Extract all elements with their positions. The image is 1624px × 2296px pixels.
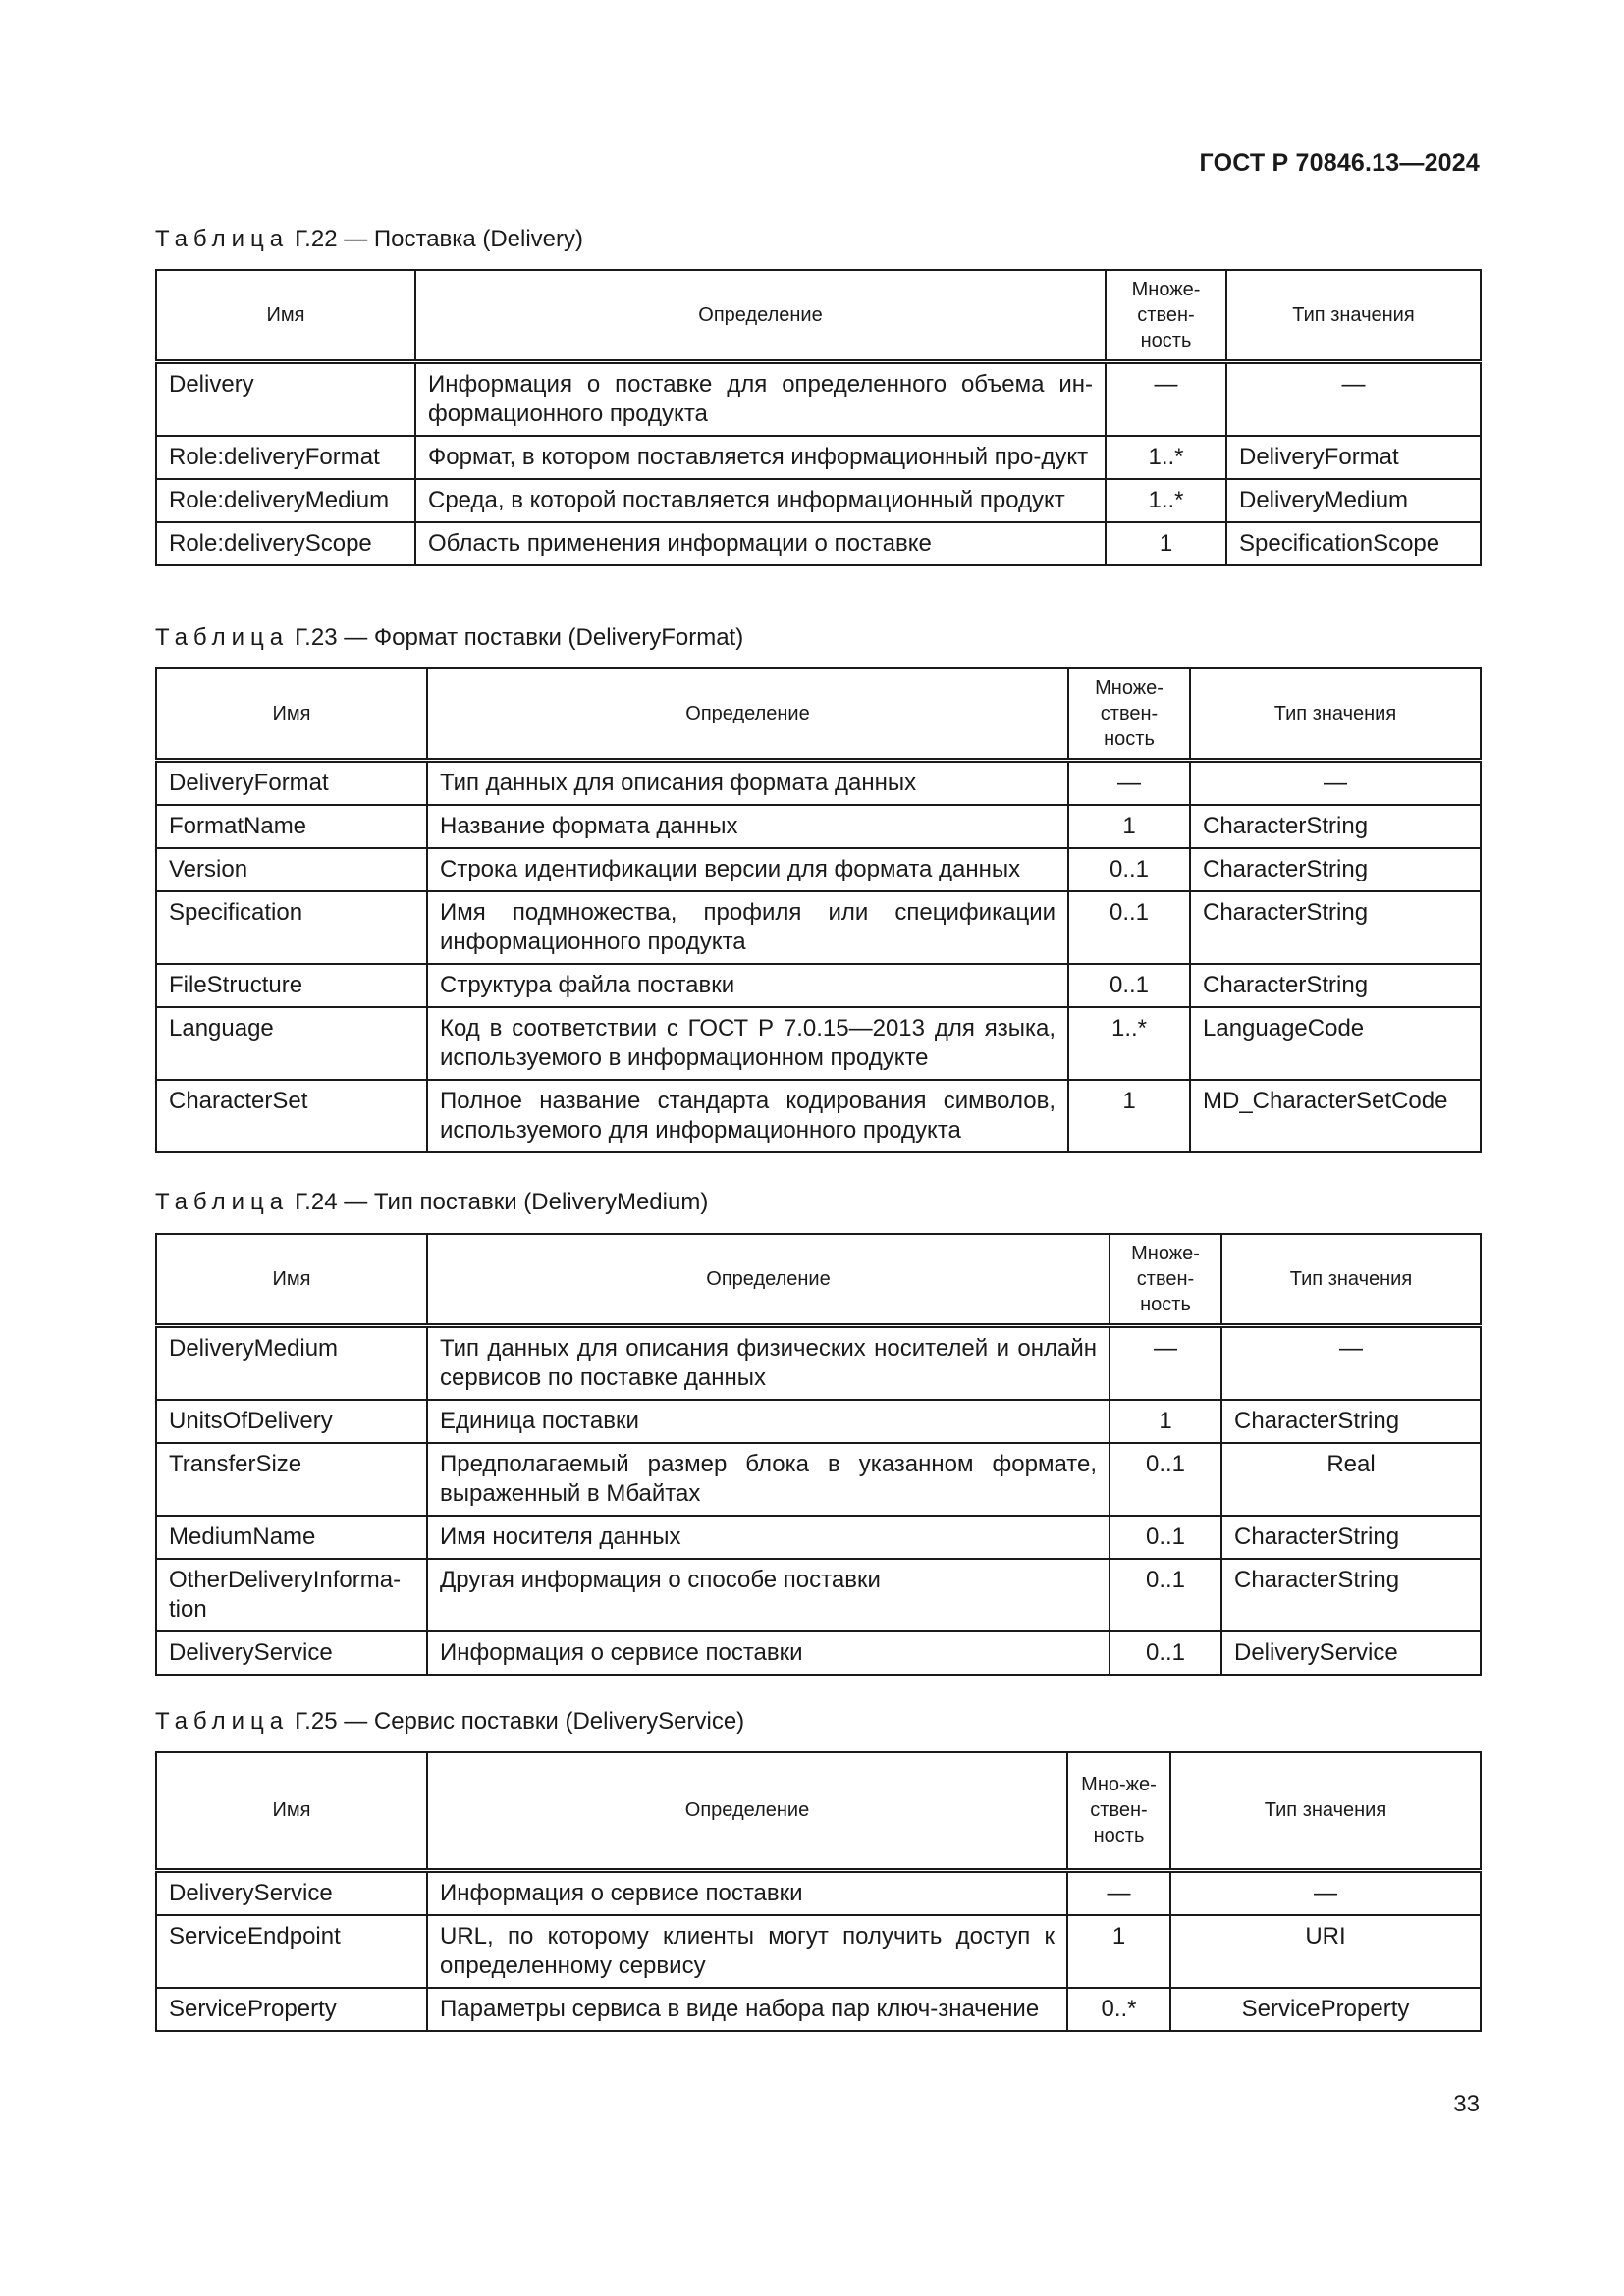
page-number: 33: [1453, 2091, 1480, 2117]
cell-multiplicity: —: [1106, 362, 1226, 437]
table-row: [156, 761, 1481, 806]
cell-type: SpecificationScope: [1226, 522, 1481, 565]
cell-definition: Тип данных для описания физических носителей и онлайн сервисов по поставке данных: [427, 1326, 1110, 1401]
table-caption-g23: [155, 624, 743, 652]
cell-name: FormatName: [156, 805, 427, 848]
table-g24-delivery-medium: [155, 1233, 1482, 1676]
table-row: [156, 1559, 1481, 1631]
table-caption-title: Г.23 — Формат поставки (DeliveryFormat): [295, 624, 744, 651]
cell-type: —: [1190, 761, 1481, 806]
cell-type: Real: [1221, 1443, 1481, 1516]
table-row: [156, 1080, 1481, 1152]
table-row: [156, 848, 1481, 891]
cell-type: CharacterString: [1190, 805, 1481, 848]
cell-multiplicity: —: [1110, 1326, 1221, 1401]
column-header-type: Тип значения: [1170, 1752, 1481, 1870]
cell-type: URI: [1170, 1915, 1481, 1988]
table-caption-title: Г.24 — Тип поставки (DeliveryMedium): [295, 1189, 709, 1215]
cell-definition: Название формата данных: [427, 805, 1068, 848]
table-caption-prefix: Таблица: [155, 624, 290, 651]
cell-multiplicity: —: [1068, 761, 1190, 806]
table-caption-prefix: Таблица: [155, 1189, 290, 1215]
cell-multiplicity: 1: [1068, 805, 1190, 848]
table-row: [156, 522, 1481, 565]
table-row: [156, 805, 1481, 848]
cell-multiplicity: 1: [1110, 1400, 1221, 1443]
table-row: [156, 1007, 1481, 1080]
cell-multiplicity: 0..1: [1068, 891, 1190, 964]
table-g22-delivery: [155, 269, 1482, 566]
cell-name: CharacterSet: [156, 1080, 427, 1152]
cell-definition: Предполагаемый размер блока в указанном формате, выраженный в Мбайтах: [427, 1443, 1110, 1516]
cell-name: DeliveryService: [156, 1870, 427, 1915]
cell-name: Version: [156, 848, 427, 891]
table-row: [156, 964, 1481, 1007]
cell-name: TransferSize: [156, 1443, 427, 1516]
cell-name: ServiceProperty: [156, 1988, 427, 2031]
column-header-type: Тип значения: [1226, 270, 1481, 362]
cell-type: CharacterString: [1221, 1400, 1481, 1443]
table-caption-prefix: Таблица: [155, 226, 290, 252]
column-header-name: Имя: [156, 1752, 427, 1870]
cell-type: DeliveryService: [1221, 1631, 1481, 1675]
cell-name: Role:deliveryFormat: [156, 436, 415, 479]
cell-definition: Информация о поставке для определенного объема ин-формационного продукта: [415, 362, 1106, 437]
table-row: [156, 1400, 1481, 1443]
cell-name: DeliveryService: [156, 1631, 427, 1675]
cell-type: CharacterString: [1190, 964, 1481, 1007]
cell-type: CharacterString: [1190, 848, 1481, 891]
cell-multiplicity: 1: [1068, 1080, 1190, 1152]
cell-multiplicity: 0..1: [1110, 1631, 1221, 1675]
cell-definition: Параметры сервиса в виде набора пар ключ-значение: [427, 1988, 1067, 2031]
table-row: [156, 1631, 1481, 1675]
column-header-type: Тип значения: [1190, 668, 1481, 761]
cell-name: FileStructure: [156, 964, 427, 1007]
table-row: [156, 1915, 1481, 1988]
cell-definition: Единица поставки: [427, 1400, 1110, 1443]
cell-type: CharacterString: [1190, 891, 1481, 964]
cell-type: CharacterString: [1221, 1559, 1481, 1631]
cell-type: —: [1221, 1326, 1481, 1401]
cell-definition: Среда, в которой поставляется информационный продукт: [415, 479, 1106, 522]
cell-type: —: [1170, 1870, 1481, 1915]
cell-multiplicity: —: [1067, 1870, 1170, 1915]
cell-definition: URL, по которому клиенты могут получить доступ к определенному сервису: [427, 1915, 1067, 1988]
cell-name: DeliveryMedium: [156, 1326, 427, 1401]
column-header-definition: Определение: [427, 668, 1068, 761]
table-caption-g24: [155, 1189, 708, 1216]
cell-name: UnitsOfDelivery: [156, 1400, 427, 1443]
cell-multiplicity: 0..1: [1110, 1516, 1221, 1559]
table-row: [156, 479, 1481, 522]
column-header-type: Тип значения: [1221, 1234, 1481, 1326]
cell-type: —: [1226, 362, 1481, 437]
table-row: [156, 1870, 1481, 1915]
table-g23-delivery-format: [155, 667, 1482, 1153]
cell-type: DeliveryFormat: [1226, 436, 1481, 479]
table-row: [156, 891, 1481, 964]
table-row: [156, 362, 1481, 437]
cell-multiplicity: 0..1: [1068, 848, 1190, 891]
cell-name: Language: [156, 1007, 427, 1080]
table-row: [156, 1516, 1481, 1559]
cell-name: DeliveryFormat: [156, 761, 427, 806]
cell-type: ServiceProperty: [1170, 1988, 1481, 2031]
cell-name: Delivery: [156, 362, 415, 437]
table-row: [156, 1443, 1481, 1516]
column-header-multiplicity: Мно-же-ствен-ность: [1067, 1752, 1170, 1870]
column-header-multiplicity: Множе-ствен-ность: [1110, 1234, 1221, 1326]
column-header-name: Имя: [156, 270, 415, 362]
cell-definition: Код в соответствии с ГОСТ Р 7.0.15—2013 для языка, используемого в информационном продукте: [427, 1007, 1068, 1080]
table-g25-delivery-service: [155, 1751, 1482, 2032]
table-row: [156, 1988, 1481, 2031]
column-header-multiplicity: Множе-ствен-ность: [1068, 668, 1190, 761]
cell-definition: Другая информация о способе поставки: [427, 1559, 1110, 1631]
cell-definition: Полное название стандарта кодирования символов, используемого для информационного продукта: [427, 1080, 1068, 1152]
cell-definition: Имя подмножества, профиля или спецификации информационного продукта: [427, 891, 1068, 964]
column-header-name: Имя: [156, 668, 427, 761]
table-caption-title: Г.25 — Сервис поставки (DeliveryService): [295, 1708, 745, 1735]
cell-name: ServiceEndpoint: [156, 1915, 427, 1988]
cell-definition: Тип данных для описания формата данных: [427, 761, 1068, 806]
table-caption-g25: [155, 1708, 744, 1735]
column-header-definition: Определение: [427, 1234, 1110, 1326]
table-caption-g22: [155, 226, 583, 253]
table-caption-title: Г.22 — Поставка (Delivery): [295, 226, 584, 252]
cell-multiplicity: 1..*: [1106, 436, 1226, 479]
table-row: [156, 436, 1481, 479]
cell-definition: Строка идентификации версии для формата данных: [427, 848, 1068, 891]
cell-type: MD_CharacterSetCode: [1190, 1080, 1481, 1152]
cell-name: Role:deliveryMedium: [156, 479, 415, 522]
cell-type: LanguageCode: [1190, 1007, 1481, 1080]
cell-multiplicity: 0..1: [1068, 964, 1190, 1007]
table-row: [156, 1326, 1481, 1401]
cell-name: Role:deliveryScope: [156, 522, 415, 565]
cell-multiplicity: 0..1: [1110, 1443, 1221, 1516]
cell-name: Specification: [156, 891, 427, 964]
cell-name: MediumName: [156, 1516, 427, 1559]
cell-multiplicity: 1: [1067, 1915, 1170, 1988]
cell-definition: Формат, в котором поставляется информационный про-дукт: [415, 436, 1106, 479]
column-header-name: Имя: [156, 1234, 427, 1326]
cell-definition: Имя носителя данных: [427, 1516, 1110, 1559]
cell-type: CharacterString: [1221, 1516, 1481, 1559]
cell-type: DeliveryMedium: [1226, 479, 1481, 522]
cell-definition: Информация о сервисе поставки: [427, 1631, 1110, 1675]
document-standard-header: ГОСТ Р 70846.13—2024: [1199, 149, 1480, 177]
table-caption-prefix: Таблица: [155, 1708, 290, 1735]
column-header-definition: Определение: [415, 270, 1106, 362]
cell-name: OtherDeliveryInforma-tion: [156, 1559, 427, 1631]
cell-multiplicity: 0..*: [1067, 1988, 1170, 2031]
cell-multiplicity: 1: [1106, 522, 1226, 565]
column-header-multiplicity: Множе-ствен-ность: [1106, 270, 1226, 362]
cell-definition: Область применения информации о поставке: [415, 522, 1106, 565]
cell-multiplicity: 1..*: [1068, 1007, 1190, 1080]
cell-multiplicity: 0..1: [1110, 1559, 1221, 1631]
column-header-definition: Определение: [427, 1752, 1067, 1870]
cell-definition: Структура файла поставки: [427, 964, 1068, 1007]
cell-definition: Информация о сервисе поставки: [427, 1870, 1067, 1915]
cell-multiplicity: 1..*: [1106, 479, 1226, 522]
